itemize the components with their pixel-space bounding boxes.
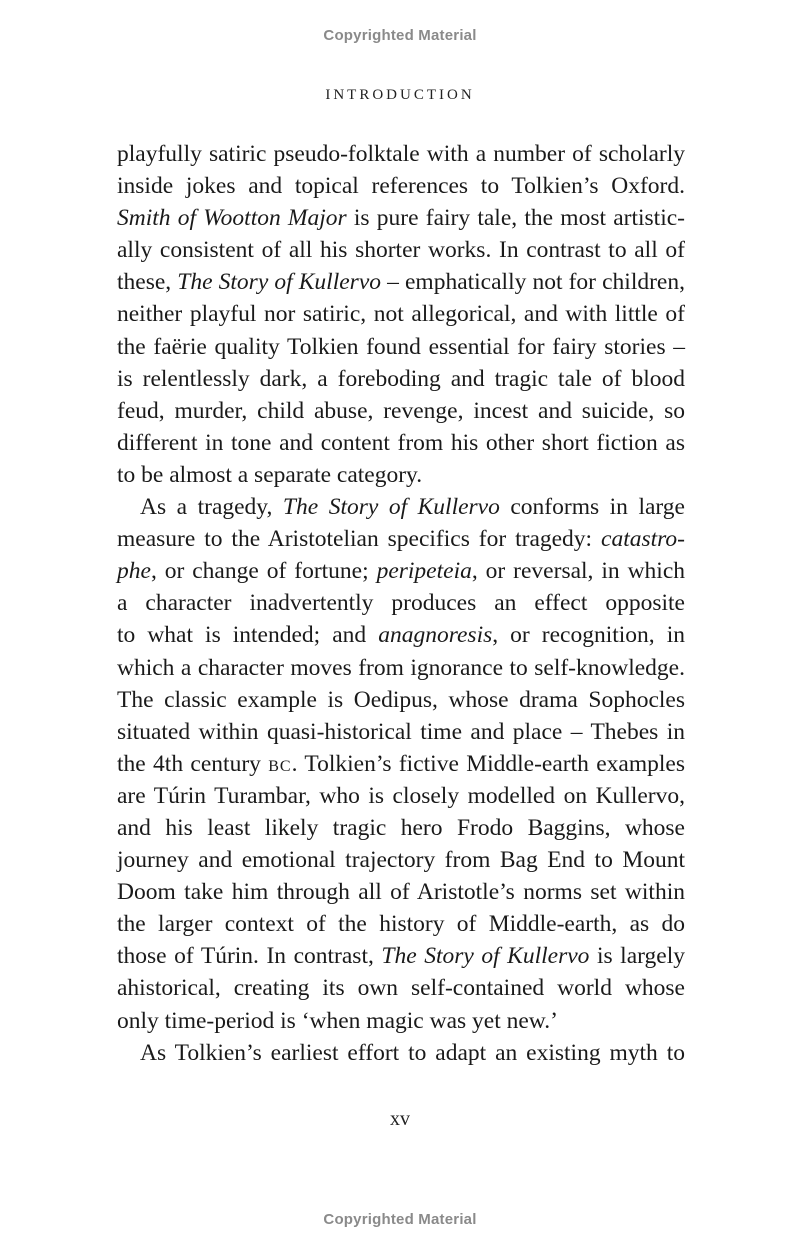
text-run: these,	[117, 269, 178, 296]
text-run: neither playful nor satiric, not allegorical, and with little of	[117, 301, 685, 328]
text-line	[117, 170, 685, 202]
italic-text: The Story of Kullervo	[381, 943, 590, 970]
text-line	[117, 972, 685, 1004]
italic-text: catastro-	[601, 526, 685, 553]
text-line	[117, 940, 685, 972]
text-run: are Túrin Turambar, who is closely modelled on Kullervo,	[117, 782, 685, 809]
text-run: bc	[268, 750, 292, 777]
text-line	[117, 138, 685, 170]
text-line	[117, 491, 685, 523]
text-run: measure to the Aristotelian specifics for tragedy:	[117, 526, 602, 553]
text-run: the 4th century	[117, 750, 269, 777]
text-run: The classic example is Oedipus, whose drama Sophocles	[117, 686, 685, 713]
text-run: is relentlessly dark, a foreboding and tragic tale of blood	[117, 365, 685, 392]
text-run: to what is intended; and	[117, 622, 379, 649]
text-line	[117, 908, 685, 940]
text-run: inside jokes and topical references to Tolkien’s Oxford.	[117, 173, 685, 200]
text-run: which a character moves from ignorance to self-knowledge.	[117, 654, 685, 681]
text-line	[117, 459, 685, 491]
text-run: feud, murder, child abuse, revenge, incest and suicide, so	[117, 397, 685, 424]
text-line	[117, 298, 685, 330]
text-line	[117, 844, 685, 876]
text-run: ally consistent of all his shorter works. In contrast to all of	[117, 237, 685, 264]
text-run: , or recognition, in	[492, 622, 685, 649]
text-run: the faërie quality Tolkien found essential for fairy stories –	[117, 333, 685, 360]
text-line	[117, 684, 685, 716]
text-run: As Tolkien’s earliest effort to adapt an existing myth to	[140, 1039, 685, 1066]
text-line	[117, 716, 685, 748]
text-line	[117, 266, 685, 298]
text-line	[117, 234, 685, 266]
text-run: different in tone and content from his other short fiction as	[117, 429, 685, 456]
text-run: journey and emotional trajectory from Bag End to Mount	[117, 847, 685, 874]
text-run: situated within quasi-historical time and place – Thebes in	[117, 718, 685, 745]
page-number: xv	[390, 1108, 410, 1130]
text-run: those of Túrin. In contrast,	[117, 943, 382, 970]
text-run: Doom take him through all of Aristotle’s norms set within	[117, 879, 685, 906]
text-run: the larger context of the history of Middle-earth, as do	[117, 911, 685, 938]
italic-text: The Story of Kullervo	[177, 269, 381, 296]
italic-text: peripeteia	[376, 558, 472, 585]
copyright-watermark-bottom: Copyrighted Material	[323, 1211, 477, 1228]
text-line	[117, 523, 685, 555]
text-run: and his least likely tragic hero Frodo Baggins, whose	[117, 814, 685, 841]
text-run: playfully satiric pseudo-folktale with a number of scholarly	[117, 141, 685, 167]
copyright-watermark-top: Copyrighted Material	[323, 27, 477, 44]
italic-text: The Story of Kullervo	[282, 494, 500, 521]
text-run: only time-period is ‘when magic was yet new.’	[117, 1007, 558, 1034]
text-run: ahistorical, creating its own self-contained world whose	[117, 975, 685, 1002]
text-run: , or change of fortune;	[150, 558, 377, 585]
text-line	[117, 363, 685, 395]
text-line	[117, 1037, 685, 1069]
text-run: conforms in large	[499, 494, 685, 521]
text-line	[117, 748, 685, 780]
body-text	[117, 138, 685, 1069]
text-line	[117, 555, 685, 587]
running-head: INTRODUCTION	[325, 87, 475, 103]
text-line	[117, 619, 685, 651]
text-run: is largely	[589, 943, 686, 970]
text-run: – emphatically not for children,	[381, 269, 685, 296]
text-line	[117, 331, 685, 363]
text-run: , or reversal, in which	[471, 558, 685, 585]
text-run: As a tragedy,	[140, 494, 283, 521]
text-run: to be almost a separate category.	[117, 461, 423, 488]
italic-text: phe	[117, 558, 151, 585]
italic-text: anagnoresis	[378, 622, 493, 649]
text-line	[117, 202, 685, 234]
text-run: . Tolkien’s fictive Middle-earth examples	[291, 750, 685, 777]
text-line	[117, 652, 685, 684]
text-line	[117, 395, 685, 427]
text-line	[117, 780, 685, 812]
text-run: a character inadvertently produces an effect opposite	[117, 590, 685, 617]
text-line	[117, 587, 685, 619]
text-line	[117, 427, 685, 459]
text-run: is pure fairy tale, the most artistic-	[346, 205, 685, 232]
text-line	[117, 1005, 685, 1037]
italic-text: Smith of Wootton Major	[117, 205, 347, 232]
text-line	[117, 812, 685, 844]
text-line	[117, 876, 685, 908]
